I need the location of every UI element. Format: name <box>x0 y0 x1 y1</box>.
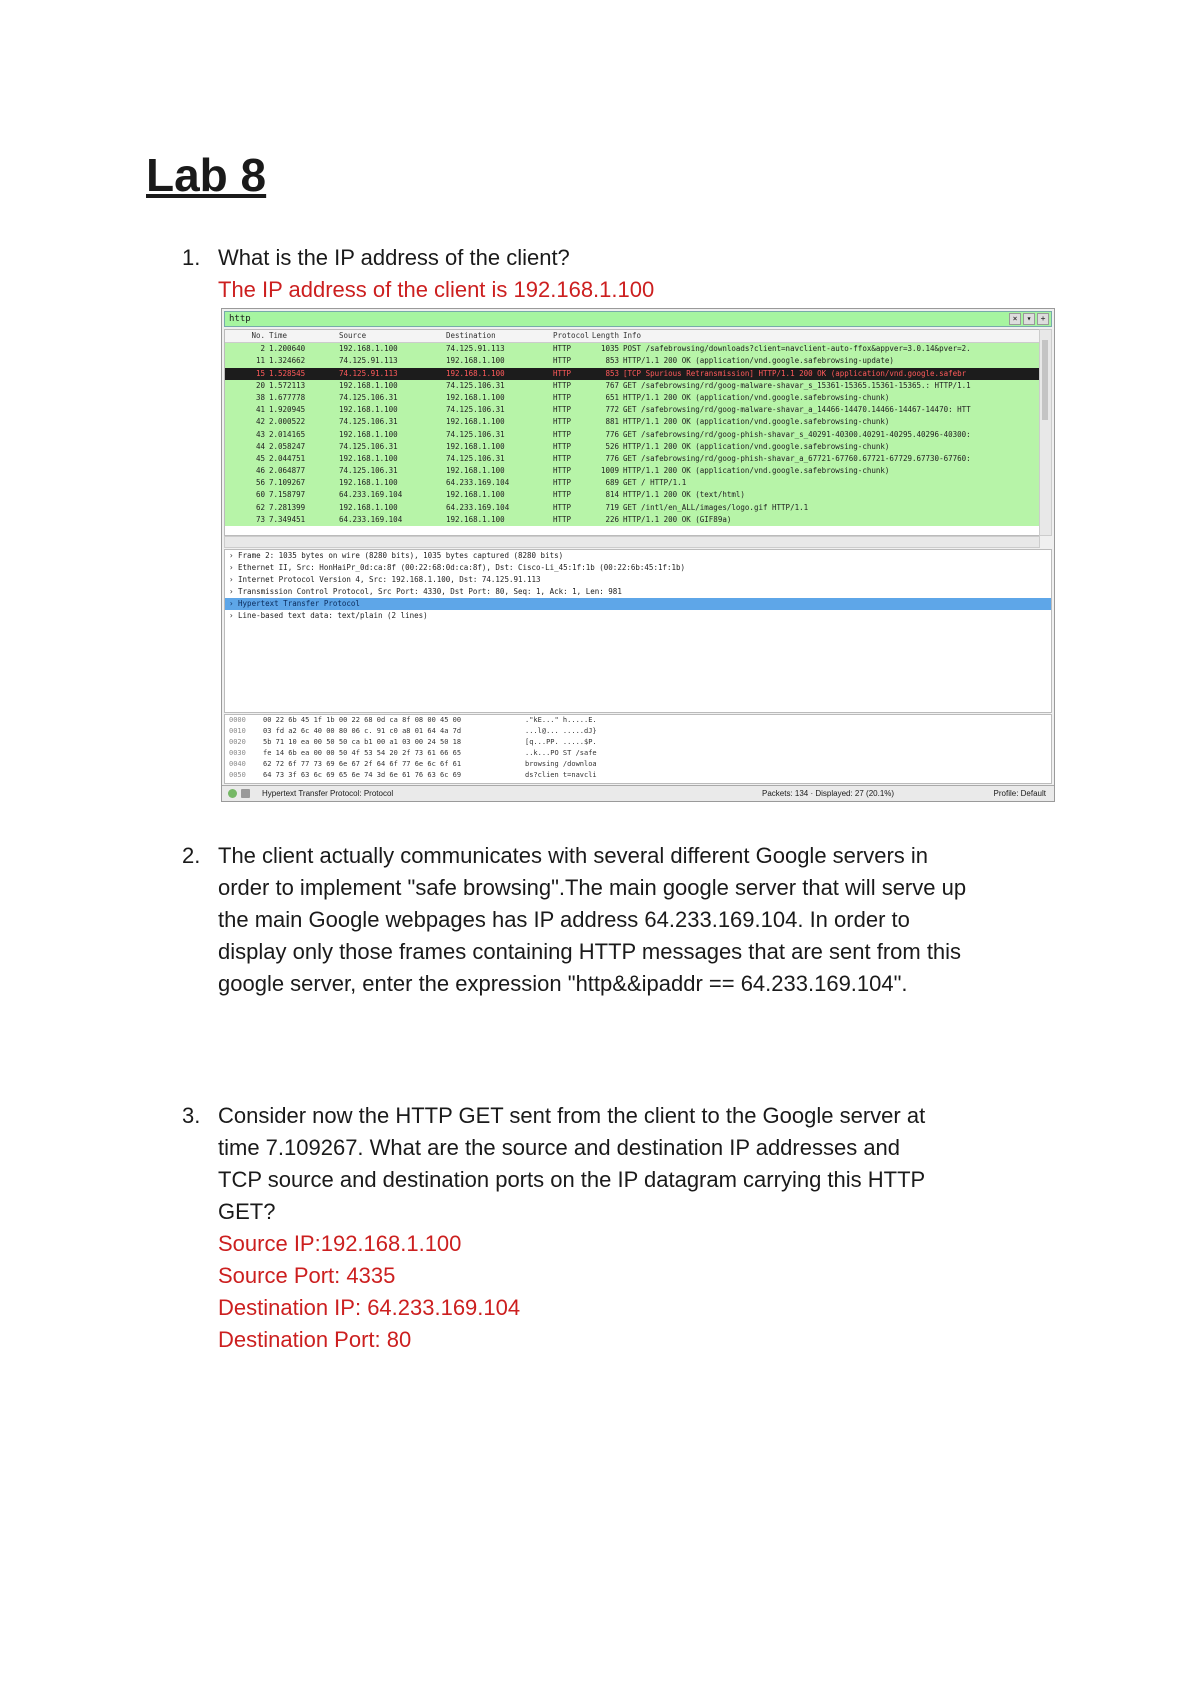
hex-offset: 0050 <box>229 771 246 779</box>
col-destination[interactable]: Destination <box>446 331 496 340</box>
packet-cell-length: 1009 <box>600 466 619 476</box>
packet-cell-length: 526 <box>605 441 619 451</box>
packet-cell-protocol: HTTP <box>553 441 572 451</box>
hex-bytes: 62 72 6f 77 73 69 6e 67 2f 64 6f 77 6e 6c 6f 61 <box>263 760 462 768</box>
detail-text: Internet Protocol Version 4, Src: 192.168.1.100, Dst: 74.125.91.113 <box>238 575 541 584</box>
packet-cell-no: 60 <box>255 490 265 500</box>
packet-cell-protocol: HTTP <box>553 405 572 415</box>
packet-cell-no: 41 <box>255 405 265 415</box>
hex-bytes: 5b 71 10 ea 00 50 50 ca b1 00 a1 03 00 24 50 18 <box>263 738 462 746</box>
packet-cell-no: 11 <box>255 356 265 366</box>
hex-bytes: 00 22 6b 45 1f 1b 00 22 68 0d ca 8f 08 00 45 00 <box>263 716 462 724</box>
packet-cell-source: 64.233.169.104 <box>339 490 403 500</box>
packet-row[interactable] <box>225 514 1039 526</box>
packet-cell-length: 767 <box>605 380 619 390</box>
packet-cell-destination: 192.168.1.100 <box>446 441 505 451</box>
packet-cell-time: 1.324662 <box>269 356 306 366</box>
col-source[interactable]: Source <box>339 331 367 340</box>
answer-destination-port: Destination Port: 80 <box>218 1327 412 1352</box>
wireshark-screenshot <box>221 308 1055 802</box>
detail-tree-item[interactable] <box>225 598 1051 610</box>
packet-cell-time: 2.058247 <box>269 441 306 451</box>
expand-arrow-icon[interactable]: › <box>229 575 239 584</box>
packet-cell-no: 15 <box>255 368 265 378</box>
question-text-line: google server, enter the expression "http&&ipaddr == 64.233.169.104". <box>218 971 908 996</box>
col-length[interactable]: Length <box>591 331 619 340</box>
hex-offset: 0010 <box>229 727 246 735</box>
packet-cell-destination: 192.168.1.100 <box>446 368 505 378</box>
packet-cell-no: 46 <box>255 466 265 476</box>
question-number: 2. <box>182 843 201 868</box>
hex-bytes: 03 fd a2 6c 40 00 80 06 c. 91 c0 a8 01 64 4a 7d <box>263 727 462 735</box>
expand-arrow-icon[interactable]: › <box>229 551 239 560</box>
packet-cell-no: 42 <box>255 417 265 427</box>
packet-cell-destination: 74.125.106.31 <box>446 380 505 390</box>
packet-cell-time: 1.572113 <box>269 380 306 390</box>
packet-cell-destination: 74.125.106.31 <box>446 405 505 415</box>
packet-row[interactable] <box>225 392 1039 404</box>
packet-cell-info: GET /safebrowsing/rd/goog-phish-shavar_a_67721-67760.67721-67729.67730-67760: <box>623 453 971 463</box>
expand-arrow-icon[interactable]: › <box>229 599 239 608</box>
packet-cell-info: HTTP/1.1 200 OK (text/html) <box>623 490 745 500</box>
expand-arrow-icon[interactable]: › <box>229 563 239 572</box>
packet-cell-info: HTTP/1.1 200 OK (application/vnd.google.safebrowsing-chunk) <box>623 417 890 427</box>
packet-cell-time: 1.528545 <box>269 368 306 378</box>
edit-comment-icon[interactable] <box>241 789 250 798</box>
packet-cell-source: 192.168.1.100 <box>339 405 398 415</box>
packet-cell-protocol: HTTP <box>553 514 572 524</box>
packet-row[interactable] <box>225 355 1039 367</box>
packet-cell-info: GET /safebrowsing/rd/goog-malware-shavar_s_15361-15365.15361-15365.: HTTP/1.1 <box>623 380 971 390</box>
col-info[interactable]: Info <box>623 331 642 340</box>
packet-cell-info: HTTP/1.1 200 OK (application/vnd.google.safebrowsing-chunk) <box>623 466 890 476</box>
packet-cell-protocol: HTTP <box>553 502 572 512</box>
expand-arrow-icon[interactable]: › <box>229 587 239 596</box>
packet-cell-time: 7.349451 <box>269 514 306 524</box>
recent-filters-icon[interactable]: ▾ <box>1023 313 1035 325</box>
packet-cell-no: 62 <box>255 502 265 512</box>
packet-cell-source: 74.125.106.31 <box>339 441 398 451</box>
packet-cell-source: 192.168.1.100 <box>339 344 398 354</box>
hex-row[interactable] <box>225 770 1051 781</box>
packet-cell-destination: 192.168.1.100 <box>446 514 505 524</box>
packet-cell-info: GET /safebrowsing/rd/goog-malware-shavar_a_14466-14470.14466-14467-14470: HTT <box>623 405 971 415</box>
hex-row[interactable] <box>225 748 1051 759</box>
packet-cell-length: 814 <box>605 490 619 500</box>
packet-cell-length: 776 <box>605 429 619 439</box>
packet-cell-protocol: HTTP <box>553 356 572 366</box>
hex-bytes: fe 14 6b ea 00 00 50 4f 53 54 20 2f 73 61 66 65 <box>263 749 462 757</box>
packet-cell-info: HTTP/1.1 200 OK (application/vnd.google.safebrowsing-chunk) <box>623 392 890 402</box>
packet-cell-info: HTTP/1.1 200 OK (GIF89a) <box>623 514 732 524</box>
status-bar <box>222 785 1054 801</box>
packet-cell-time: 2.000522 <box>269 417 306 427</box>
status-field-info: Hypertext Transfer Protocol: Protocol <box>262 789 394 798</box>
packet-cell-time: 7.109267 <box>269 478 306 488</box>
packet-bytes[interactable] <box>224 714 1052 784</box>
packet-row[interactable] <box>225 380 1039 392</box>
packet-cell-info: GET /safebrowsing/rd/goog-phish-shavar_s_40291-40300.40291-40295.40296-40300: <box>623 429 971 439</box>
packet-row[interactable] <box>225 429 1039 441</box>
hex-ascii: ."kE..." h.....E. <box>525 716 597 724</box>
packet-cell-source: 192.168.1.100 <box>339 453 398 463</box>
hex-offset: 0030 <box>229 749 246 757</box>
packet-cell-no: 73 <box>255 514 265 524</box>
packet-row[interactable] <box>225 502 1039 514</box>
hex-bytes: 64 73 3f 63 6c 69 65 6e 74 3d 6e 61 76 63 6c 69 <box>263 771 462 779</box>
expand-arrow-icon[interactable]: › <box>229 611 239 620</box>
detail-text: Ethernet II, Src: HonHaiPr_0d:ca:8f (00:22:68:0d:ca:8f), Dst: Cisco-Li_45:1f:1b (00:22:6b:45:1f:1b) <box>238 563 686 572</box>
detail-text: Line-based text data: text/plain (2 lines) <box>238 611 428 620</box>
packet-cell-protocol: HTTP <box>553 392 572 402</box>
packet-cell-length: 1035 <box>600 344 619 354</box>
display-filter-bar[interactable] <box>224 311 1052 327</box>
packet-row[interactable] <box>225 404 1039 416</box>
question-text-line: time 7.109267. What are the source and destination IP addresses and <box>218 1135 901 1160</box>
detail-text: Hypertext Transfer Protocol <box>238 599 360 608</box>
detail-tree-item[interactable] <box>225 574 1051 586</box>
hex-row[interactable] <box>225 715 1051 726</box>
detail-text: Frame 2: 1035 bytes on wire (8280 bits), 1035 bytes captured (8280 bits) <box>238 551 564 560</box>
packet-cell-source: 192.168.1.100 <box>339 429 398 439</box>
packet-cell-info: GET /intl/en_ALL/images/logo.gif HTTP/1.1 <box>623 502 809 512</box>
detail-tree-item[interactable] <box>225 550 1051 562</box>
packet-cell-destination: 192.168.1.100 <box>446 356 505 366</box>
packet-cell-time: 2.064877 <box>269 466 306 476</box>
packet-cell-no: 56 <box>255 478 265 488</box>
packet-cell-protocol: HTTP <box>553 429 572 439</box>
answer-source-ip: Source IP:192.168.1.100 <box>218 1231 462 1256</box>
packet-cell-no: 44 <box>255 441 265 451</box>
detail-tree-item[interactable] <box>225 562 1051 574</box>
answer-source-port: Source Port: 4335 <box>218 1263 396 1288</box>
packet-cell-source: 74.125.91.113 <box>339 368 398 378</box>
hex-offset: 0020 <box>229 738 246 746</box>
question-text-line: order to implement "safe browsing".The main google server that will serve up <box>218 875 967 900</box>
question-text-line: TCP source and destination ports on the IP datagram carrying this HTTP <box>218 1167 926 1192</box>
expert-info-icon[interactable] <box>228 789 237 798</box>
packet-cell-source: 74.125.106.31 <box>339 417 398 427</box>
question-number: 3. <box>182 1103 201 1128</box>
packet-row[interactable] <box>225 441 1039 453</box>
packet-cell-source: 192.168.1.100 <box>339 380 398 390</box>
packet-cell-length: 881 <box>605 417 619 427</box>
packet-cell-info: GET / HTTP/1.1 <box>623 478 687 488</box>
packet-cell-time: 1.200640 <box>269 344 306 354</box>
display-filter-input[interactable]: http <box>229 314 251 324</box>
packet-cell-protocol: HTTP <box>553 490 572 500</box>
packet-row[interactable] <box>225 368 1039 380</box>
packet-cell-protocol: HTTP <box>553 380 572 390</box>
packet-cell-destination: 192.168.1.100 <box>446 417 505 427</box>
packet-row[interactable] <box>225 477 1039 489</box>
hex-offset: 0000 <box>229 716 246 724</box>
question-text-line: Consider now the HTTP GET sent from the client to the Google server at <box>218 1103 926 1128</box>
question-text-line: The client actually communicates with several different Google servers in <box>218 843 929 868</box>
answer-destination-ip: Destination IP: 64.233.169.104 <box>218 1295 521 1320</box>
packet-list-hscrollbar[interactable] <box>224 536 1040 548</box>
packet-cell-protocol: HTTP <box>553 453 572 463</box>
hex-ascii: ...l@... .....dJ} <box>525 727 597 735</box>
answer-text: The IP address of the client is 192.168.1.100 <box>218 277 655 302</box>
hex-ascii: ds?clien t=navcli <box>525 771 597 779</box>
packet-cell-info: [TCP Spurious Retransmission] HTTP/1.1 200 OK (application/vnd.google.safebr <box>623 368 967 378</box>
packet-cell-length: 226 <box>605 514 619 524</box>
col-protocol[interactable]: Protocol <box>553 331 590 340</box>
detail-text: Transmission Control Protocol, Src Port: 4330, Dst Port: 80, Seq: 1, Ack: 1, Len: 981 <box>238 587 622 596</box>
packet-cell-info: HTTP/1.1 200 OK (application/vnd.google.safebrowsing-update) <box>623 356 894 366</box>
hex-ascii: [q...PP. .....$P. <box>525 738 597 746</box>
packet-cell-length: 853 <box>605 368 619 378</box>
hex-ascii: browsing /downloa <box>525 760 597 768</box>
hex-offset: 0040 <box>229 760 246 768</box>
packet-cell-protocol: HTTP <box>553 417 572 427</box>
packet-cell-time: 1.920945 <box>269 405 306 415</box>
packet-row[interactable] <box>225 453 1039 465</box>
packet-list-scrollbar[interactable] <box>1039 329 1052 536</box>
question-text: What is the IP address of the client? <box>218 245 570 270</box>
packet-cell-no: 45 <box>255 453 265 463</box>
packet-cell-destination: 192.168.1.100 <box>446 466 505 476</box>
packet-cell-length: 689 <box>605 478 619 488</box>
packet-row[interactable] <box>225 489 1039 501</box>
hex-row[interactable] <box>225 726 1051 737</box>
question-number: 1. <box>182 245 201 270</box>
packet-cell-source: 192.168.1.100 <box>339 478 398 488</box>
col-time[interactable]: Time <box>269 331 288 340</box>
packet-row[interactable] <box>225 416 1039 428</box>
packet-details[interactable] <box>224 549 1052 713</box>
packet-cell-no: 43 <box>255 429 265 439</box>
packet-cell-destination: 192.168.1.100 <box>446 490 505 500</box>
detail-tree-item[interactable] <box>225 586 1051 598</box>
packet-cell-destination: 192.168.1.100 <box>446 392 505 402</box>
packet-cell-source: 74.125.106.31 <box>339 392 398 402</box>
packet-cell-time: 7.158797 <box>269 490 306 500</box>
hex-row[interactable] <box>225 737 1051 748</box>
packet-cell-time: 7.281399 <box>269 502 306 512</box>
document-title: Lab 8 <box>146 149 267 201</box>
packet-cell-protocol: HTTP <box>553 368 572 378</box>
packet-cell-destination: 64.233.169.104 <box>446 478 510 488</box>
packet-cell-source: 192.168.1.100 <box>339 502 398 512</box>
packet-row[interactable] <box>225 343 1039 355</box>
packet-list[interactable] <box>224 329 1040 536</box>
add-filter-icon[interactable]: + <box>1037 313 1049 325</box>
packet-cell-protocol: HTTP <box>553 344 572 354</box>
question-text-line: the main Google webpages has IP address 64.233.169.104. In order to <box>218 907 910 932</box>
packet-cell-no: 38 <box>255 392 265 402</box>
question-text-line: GET? <box>218 1199 276 1224</box>
hex-ascii: ..k...PO ST /safe <box>525 749 597 757</box>
hex-row[interactable] <box>225 759 1051 770</box>
status-packet-count: Packets: 134 · Displayed: 27 (20.1%) <box>762 789 895 798</box>
packet-cell-length: 776 <box>605 453 619 463</box>
question-text-line: display only those frames containing HTTP messages that are sent from this <box>218 939 962 964</box>
packet-cell-info: HTTP/1.1 200 OK (application/vnd.google.safebrowsing-chunk) <box>623 441 890 451</box>
packet-row[interactable] <box>225 465 1039 477</box>
packet-cell-length: 853 <box>605 356 619 366</box>
packet-cell-destination: 74.125.106.31 <box>446 429 505 439</box>
packet-cell-time: 2.014165 <box>269 429 306 439</box>
packet-cell-no: 20 <box>255 380 265 390</box>
packet-cell-source: 74.125.106.31 <box>339 466 398 476</box>
packet-cell-no: 2 <box>260 344 265 354</box>
scrollbar-thumb[interactable] <box>1042 340 1048 420</box>
packet-cell-time: 2.044751 <box>269 453 306 463</box>
packet-cell-protocol: HTTP <box>553 466 572 476</box>
col-no[interactable]: No. <box>251 331 265 340</box>
packet-cell-source: 64.233.169.104 <box>339 514 403 524</box>
packet-cell-destination: 64.233.169.104 <box>446 502 510 512</box>
status-profile[interactable]: Profile: Default <box>993 789 1046 798</box>
packet-cell-length: 719 <box>605 502 619 512</box>
detail-tree-item[interactable] <box>225 610 1051 622</box>
packet-cell-destination: 74.125.106.31 <box>446 453 505 463</box>
packet-cell-destination: 74.125.91.113 <box>446 344 505 354</box>
packet-cell-source: 74.125.91.113 <box>339 356 398 366</box>
packet-cell-protocol: HTTP <box>553 478 572 488</box>
packet-cell-time: 1.677778 <box>269 392 306 402</box>
clear-filter-icon[interactable]: × <box>1009 313 1021 325</box>
packet-cell-info: POST /safebrowsing/downloads?client=navclient-auto-ffox&appver=3.0.14&pver=2. <box>623 344 971 354</box>
packet-cell-length: 651 <box>605 392 619 402</box>
packet-cell-length: 772 <box>605 405 619 415</box>
packet-list-header <box>225 330 1039 343</box>
